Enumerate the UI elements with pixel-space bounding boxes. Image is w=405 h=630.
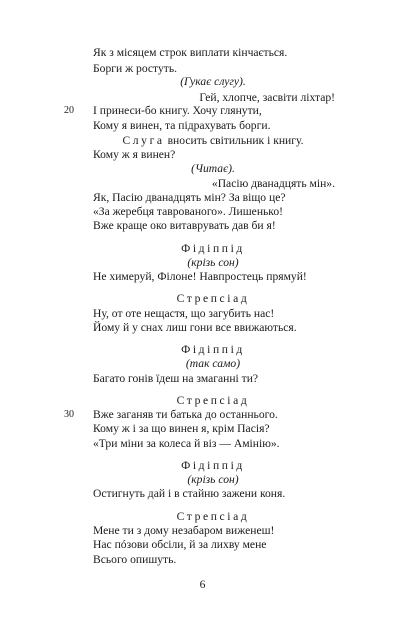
speaker-name: Стрепсіад — [176, 394, 250, 407]
verse-line: Як, Пасію дванадцять мін? За віщо це? — [93, 191, 286, 204]
speaker-name: Фідіппід — [181, 459, 245, 472]
stage-direction: (крізь сон) — [187, 256, 239, 269]
verse-line: Вже заганяв ти батька до останнього. — [93, 408, 278, 421]
line-number: 20 — [64, 105, 74, 116]
verse-line: Нас пóзови обсіли, й за лихву мене — [93, 538, 267, 551]
verse-line: «Пасію дванадцять мін». — [211, 177, 335, 190]
speaker-name: Стрепсіад — [176, 292, 250, 305]
verse-line: Йому й у снах лиш гони все ввижаються. — [93, 321, 297, 334]
verse-line: Борги ж ростуть. — [93, 62, 178, 75]
page-number: 6 — [199, 578, 206, 591]
speaker-name: Фідіппід — [181, 242, 245, 255]
verse-line: Ну, от оте нещастя, що загубить нас! — [93, 307, 275, 320]
stage-direction-text: вносить світильник і книгу. — [167, 134, 304, 147]
verse-line: «За жеребця таврованого». Лишенько! — [93, 205, 284, 218]
stage-direction: (так само) — [185, 357, 241, 370]
speaker-name: Фідіппід — [181, 343, 245, 356]
verse-line: Багато гонів їдеш на змаганні ти? — [93, 372, 259, 385]
verse-line: Мене ти з дому незабаром виженеш! — [93, 524, 275, 537]
verse-line: Кому ж я винен? — [93, 148, 176, 161]
verse-line: Всього опишуть. — [93, 553, 177, 566]
verse-line: Вже краще око витаврувать дав би я! — [93, 219, 276, 232]
speaker-name: Стрепсіад — [176, 510, 250, 523]
verse-line: Остигнуть дай і в стайню зажени коня. — [93, 487, 286, 500]
line-number: 30 — [64, 409, 74, 420]
verse-line: І принеси-бо книгу. Хочу глянути, — [93, 104, 262, 117]
stage-direction: (Гукає слугу). — [180, 75, 246, 88]
verse-line: Гей, хлопче, засвіти ліхтар! — [199, 91, 335, 104]
verse-line: Кому ж і за що винен я, крім Пасія? — [93, 422, 270, 435]
stage-direction: (Читає). — [191, 162, 235, 175]
verse-line: Кому я винен, та підрахувать борги. — [93, 119, 271, 132]
verse-line: Не химеруй, Філоне! Навпростець прямуй! — [93, 270, 307, 283]
speaker-name: Слуга — [122, 134, 165, 147]
stage-direction: (крізь сон) — [187, 473, 239, 486]
verse-line: Як з місяцем строк виплати кінчається. — [93, 46, 288, 59]
stage-direction — [93, 134, 333, 148]
verse-line: «Три міни за колеса й віз — Амінію». — [93, 437, 280, 450]
